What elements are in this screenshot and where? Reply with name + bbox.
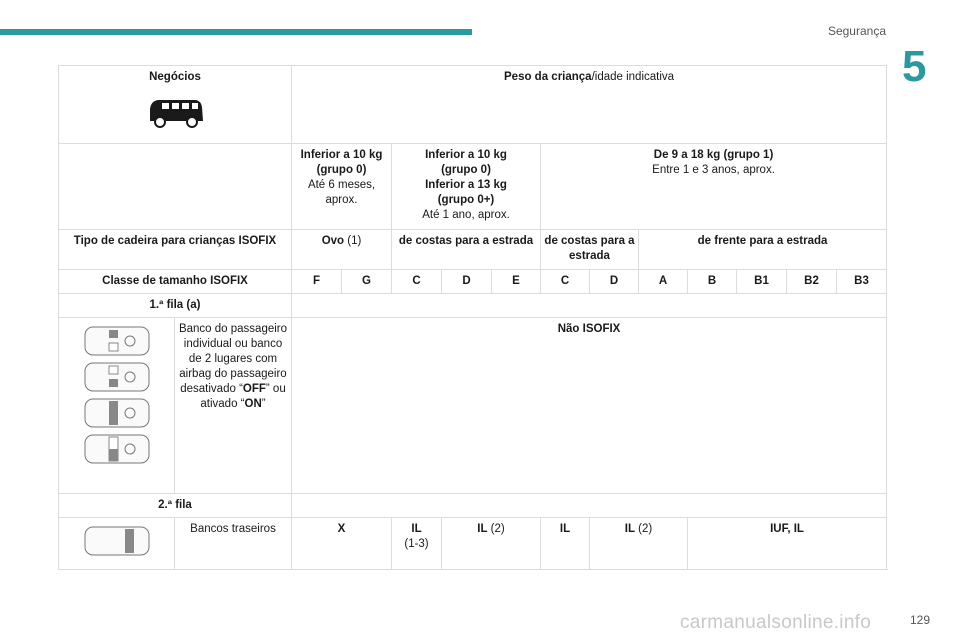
table-row <box>59 294 887 318</box>
negocios-cell <box>59 66 292 144</box>
class-cell: A <box>639 270 688 294</box>
nao-isofix-cell: Não ISOFIX <box>292 318 887 494</box>
table-row <box>59 318 887 494</box>
rear-facing-a: de costas para a estrada <box>392 230 541 270</box>
table-row <box>59 144 887 230</box>
class-cell: G <box>342 270 392 294</box>
table-row <box>59 270 887 294</box>
classe-label: Classe de tamanho ISOFIX <box>59 270 292 294</box>
forward-facing: de frente para a estrada <box>639 230 887 270</box>
car-seat-diagram-icon <box>81 396 153 430</box>
section-title: Segurança <box>827 24 886 38</box>
row1-label: 1.ª fila (a) <box>59 294 292 318</box>
rear-facing-b: de costas para a estrada <box>541 230 639 270</box>
table-row <box>59 230 887 270</box>
group0-a-cell: Inferior a 10 kg (grupo 0) Até 6 meses, aprox. <box>292 144 392 230</box>
passenger-seat-description: Banco do passageiro individual ou banco de 2 lugares com airbag do passageiro desativado “OFF” ou ativado “ON” <box>175 318 292 494</box>
table-row <box>59 494 887 518</box>
negocios-label: Negócios <box>149 71 201 83</box>
class-cell: C <box>392 270 442 294</box>
rear-seats-label: Bancos traseiros <box>175 518 292 570</box>
car-diagram-rear <box>59 518 175 570</box>
rear-il: IL (1-3) <box>392 518 442 570</box>
rear-il-3: IL <box>541 518 590 570</box>
isofix-table <box>58 65 887 570</box>
table-row <box>59 66 887 144</box>
table-row <box>59 518 887 570</box>
rear-il-4: IL (2) <box>590 518 688 570</box>
van-icon <box>144 95 206 129</box>
car-rear-seat-diagram-icon <box>81 524 153 558</box>
tipo-label: Tipo de cadeira para crianças ISOFIX <box>59 230 292 270</box>
page-number: 129 <box>909 613 930 627</box>
rear-iuf-il: IUF, IL <box>688 518 887 570</box>
group0-b-cell: Inferior a 10 kg (grupo 0) Inferior a 13 kg (grupo 0+) Até 1 ano, aprox. <box>392 144 541 230</box>
chapter-number: 5 <box>902 42 927 91</box>
rear-il-2: IL (2) <box>442 518 541 570</box>
class-cell: B <box>688 270 737 294</box>
watermark: carmanualsonline.info <box>680 612 872 633</box>
class-cell: C <box>541 270 590 294</box>
class-cell: D <box>590 270 639 294</box>
class-cell: F <box>292 270 342 294</box>
car-seat-diagram-icon <box>81 432 153 466</box>
row2-label: 2.ª fila <box>59 494 292 518</box>
class-cell: E <box>492 270 541 294</box>
peso-header: Peso da criança/idade indicativa <box>292 66 887 144</box>
ovo-cell: Ovo (1) <box>292 230 392 270</box>
rear-x: X <box>292 518 392 570</box>
top-accent-bar <box>0 29 472 35</box>
group1-cell: De 9 a 18 kg (grupo 1) Entre 1 e 3 anos, aprox. <box>541 144 887 230</box>
class-cell: B2 <box>787 270 837 294</box>
car-seat-diagram-icon <box>81 324 153 358</box>
car-diagrams-front <box>59 318 175 494</box>
class-cell: D <box>442 270 492 294</box>
class-cell: B1 <box>737 270 787 294</box>
class-cell: B3 <box>837 270 887 294</box>
car-seat-diagram-icon <box>81 360 153 394</box>
